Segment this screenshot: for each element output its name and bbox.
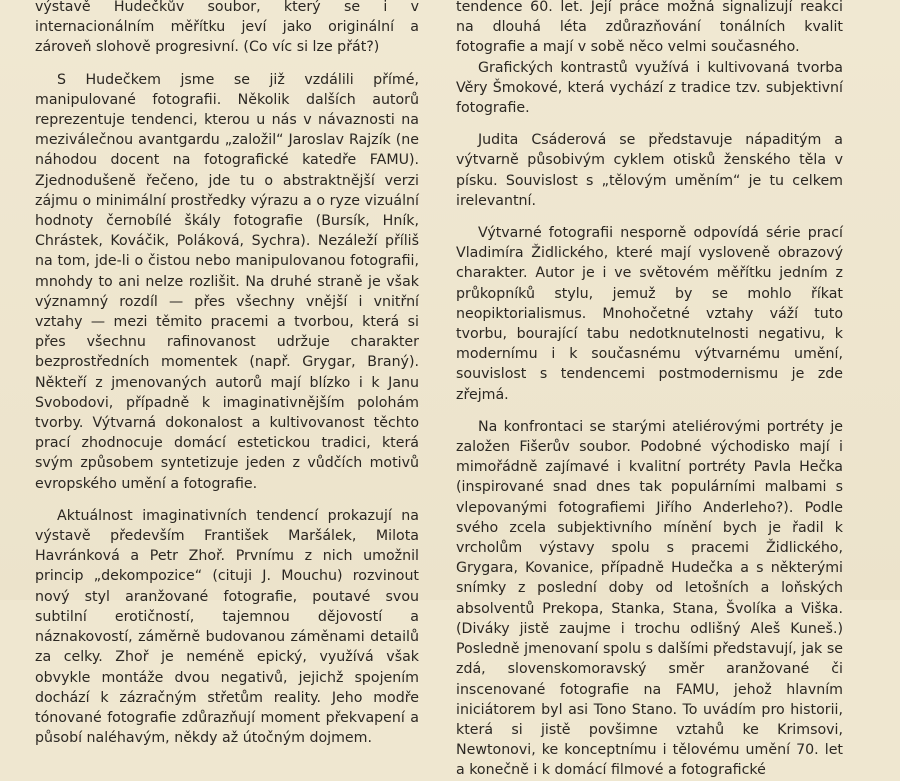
paragraph-tendence-60s: tendence 60. let. Její práce možná signalizují reakci na dlouhá léta zdůrazňování tonálních kvalit fotografie a mají v sobě něco velmi současného.: [456, 0, 843, 56]
paragraph-portraits: Na konfrontaci se starými ateliérovými portréty je založen Fišerův soubor. Podobné východisko mají i mimořádně zajímavé i kvalitní portréty Pavla Hečka (inspirované snad dnes tak populárními malbami s vlepovanými fotografiemi Jiřího Anderleho?). Podle svého zcela subjektivního mínění bych je řadil k vrcholům výstavy spolu s pracemi Židlického, Grygara, Kovanice, případně Hudečka a s některými snímky z poslední doby od letošních a loňských absolventů Prekopa, Stanka, Stana, Švolíka a Viška. (Diváky jistě zaujme i trochu odlišný Aleš Kuneš.) Posledně jmenovaní spolu s dalšími představují, jak se zdá, slovenskomoravský směr aranžované či inscenované fotografie na FAMU, jehož hlavním iniciátorem byl asi Tono Stano. To uvádím pro historii, která si jistě povšimne vztahů ke Krimsovi, Newtonovi, ke konceptnímu i tělovému umění 70. let a konečně i k domácí filmové a fotografické: [456, 418, 843, 779]
paragraph-hudecek-end: výstavě Hudečkův soubor, který se i v internacionálním měřítku jeví jako originální a zároveň slohově progresivní. (Co víc si lze přát?): [35, 0, 419, 56]
paragraph-zidlicky: Výtvarné fotografii nesporně odpovídá série prací Vladimíra Židlického, které mají vysloveně obrazový charakter. Autor je i ve světovém měřítku jedním z průkopníků stylu, jemuž by se mohlo říkat neopiktorialismus. Mnohočetné vztahy váží tuto tvorbu, bourající tabu nedotknutelnosti negativu, k modernímu i k současnému výtvarnému umění, souvislost s tendencemi postmodernismu je zde zřejmá.: [456, 225, 843, 403]
paragraph-smokova: Grafických kontrastů využívá i kultivovaná tvorba Věry Šmokové, která vychází z tradice tzv. subjektivní fotografie.: [456, 59, 843, 117]
paragraph-csaderova: Judita Csáderová se představuje nápaditým a výtvarně působivým cyklem otisků ženského těla v písku. Souvislost s „tělovým uměním“ je tu celkem irelevantní.: [456, 132, 843, 209]
paragraph-abstract-tendency: S Hudečkem jsme se již vzdálili přímé, manipulované fotografii. Několik dalších autorů reprezentuje tendenci, kterou u nás v návaznosti na meziválečnou avantgardu „založil“ Jaroslav Rajzík (ne náhodou docent na fotografické katedře FAMU). Zjednodušeně řečeno, jde tu o abstraktnější verzi zájmu o minimální prostředky výrazu a o ryze vizuální hodnoty černobílé škály fotografie (Bursík, Hník, Chrástek, Kováčik, Poláková, Sychra). Nezáleží příliš na tom, jde-li o čistou nebo manipulovanou fotografii, mnohdy to ani nelze rozlišit. Na druhé straně je však významný rozdíl — přes všechny vnější i vnitřní vztahy — mezi těmito pracemi a tvorbou, která si přes všechnu rafinovanost udržuje charakter bezprostředních momentek (např. Grygar, Braný). Někteří z jmenovaných autorů mají blízko i k Janu Svobodovi, případně k imaginativnějším polohám tvorby. Výtvarná dokonalost a kultivovanost těchto prací zhodnocuje domácí estetickou tradici, která svým způsobem syntetizuje jeden z vůdčích motivů evropského umění a fotografie.: [35, 71, 419, 492]
right-text-column: [456, 0, 843, 781]
left-text-column: [35, 0, 419, 748]
paragraph-imaginative-tendencies: Aktuálnost imaginativních tendencí prokazují na výstavě především František Maršálek, Milota Havránková a Petr Zhoř. Prvnímu z nich umožnil princip „dekompozice“ (cituji J. Mouchu) rozvinout nový styl aranžované fotografie, poutavé svou subtilní erotičností, tajemnou dějovostí a náznakovostí, záměrně budovanou záměnami detailů za celky. Zhoř je neméně epický, využívá však obvykle montáže dvou negativů, jejichž spojením dochází k zázračným střetům reality. Jeho modře tónované fotografie zdůrazňují moment překvapení a působí naléhavým, někdy až útočným dojmem.: [35, 507, 419, 747]
